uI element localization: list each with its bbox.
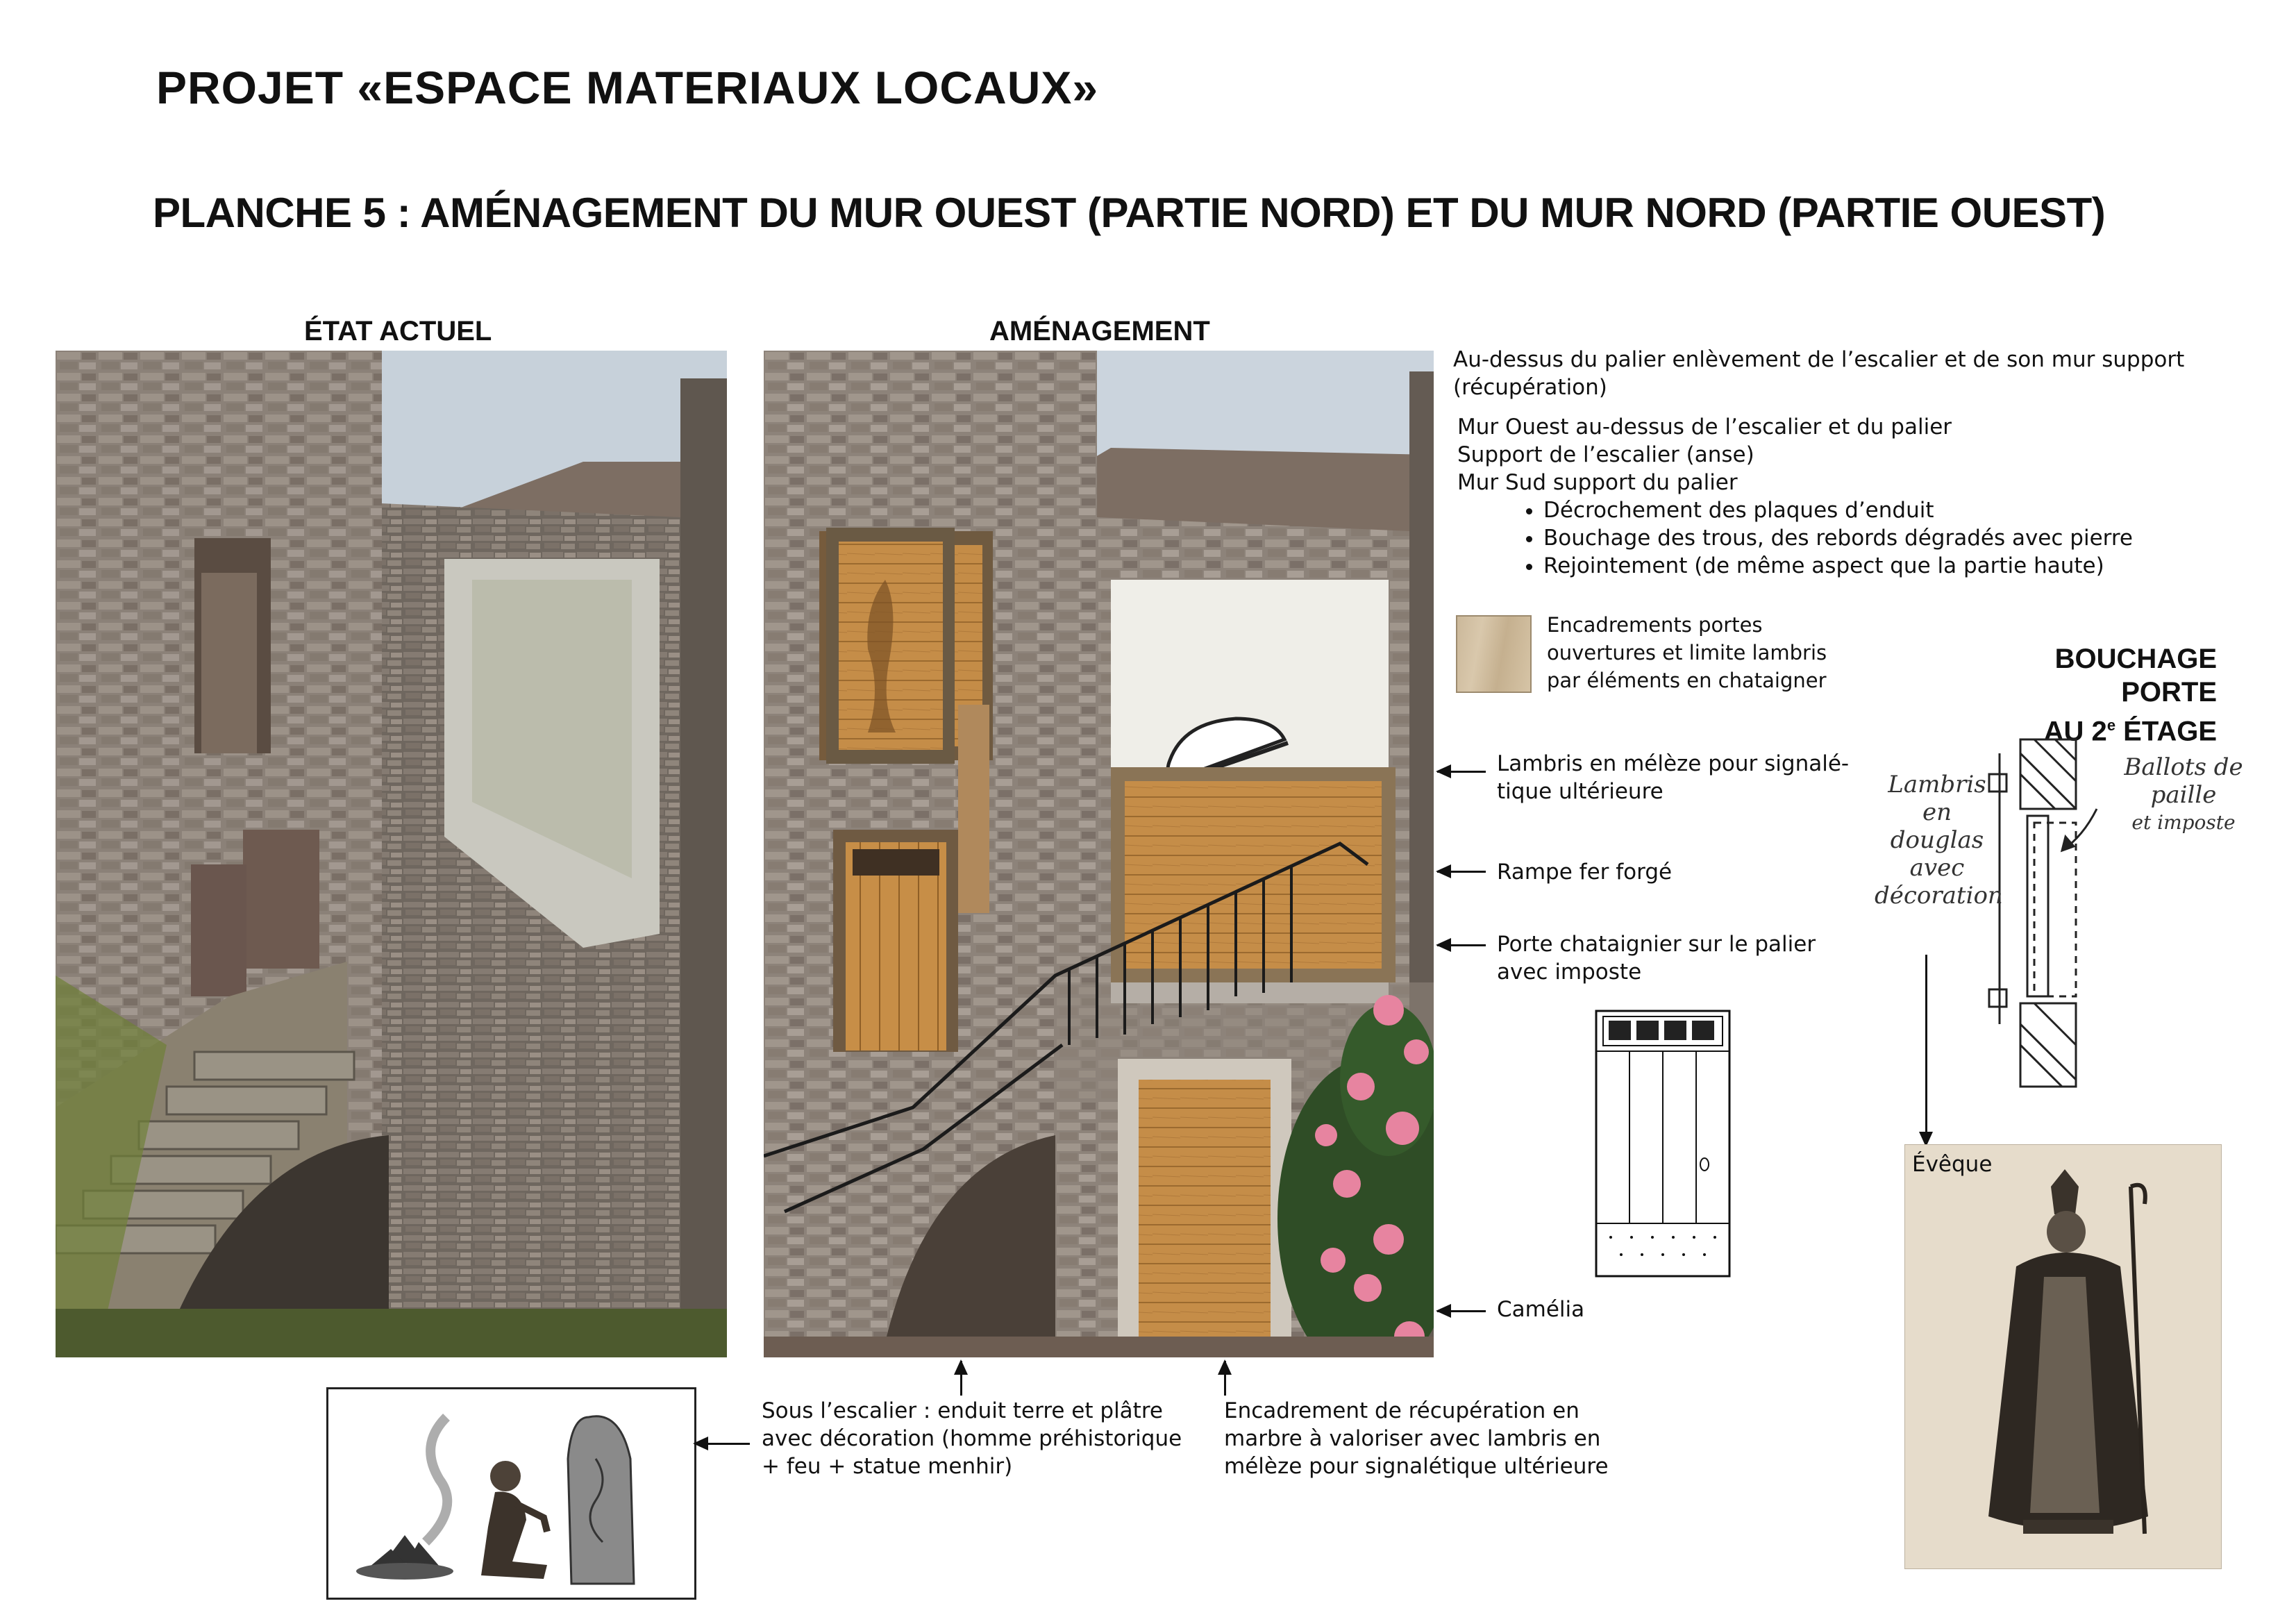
chestnut-swatch [1456, 615, 1532, 693]
photo-current-state [56, 351, 727, 1357]
planned-drawing [764, 351, 1434, 1357]
arrow-up-icon [1224, 1361, 1226, 1396]
photo-planned [764, 351, 1434, 1357]
swatch-label-line: Encadrements portes [1547, 613, 1763, 637]
sketch-right-label [2104, 753, 2263, 837]
note-porte-line: Porte chataignier sur le palier [1497, 932, 1816, 957]
note-encadrement-line: Encadrement de récupération en [1224, 1398, 1579, 1423]
sketch-word: en [1922, 798, 1952, 826]
note-rampe: Rampe fer forgé [1497, 860, 1673, 885]
note-encadrement-line: mélèze pour signalétique ultérieure [1224, 1454, 1609, 1479]
work-item: • Bouchage des trous, des rebords dégradés avec pierre [1543, 524, 2256, 552]
door-title-sup: e [2106, 717, 2116, 734]
note-removal [1453, 346, 2252, 401]
note-lambris [1497, 750, 1849, 805]
sketch-word: Ballots de [2124, 753, 2243, 781]
prehistoric-decoration-box [326, 1387, 696, 1600]
note-encadrement-line: marbre à valoriser avec lambris en [1224, 1426, 1601, 1451]
note-encadrement [1224, 1397, 1609, 1480]
work-item: • Rejointement (de même aspect que la partie haute) [1543, 552, 2256, 580]
arrow-up-icon [960, 1361, 962, 1396]
swatch-label [1547, 611, 1827, 694]
note-sous-escalier-line: avec décoration (homme préhistorique [762, 1426, 1182, 1451]
door-elevation-drawing [1593, 1008, 1732, 1279]
wall-works-list [1457, 496, 2256, 580]
caption-planned: AMÉNAGEMENT [989, 316, 1210, 346]
swatch-label-line: ouvertures et limite lambris [1547, 641, 1827, 664]
caption-current-state: ÉTAT ACTUEL [304, 316, 492, 346]
door-title-line1: BOUCHAGE PORTE [2054, 644, 2217, 708]
bishop-drawing [1905, 1145, 2221, 1568]
arrow-line [1925, 955, 1927, 1135]
wall-item: Support de l’escalier (anse) [1457, 442, 1754, 467]
current-state-drawing [56, 351, 727, 1357]
sketch-word: paille [2150, 781, 2217, 809]
note-walls [1457, 413, 2256, 580]
sketch-word: douglas [1890, 826, 1984, 854]
door-title-part: ÉTAGE [2115, 716, 2217, 747]
note-porte [1497, 930, 1816, 986]
note-lambris-line: tique ultérieure [1497, 779, 1664, 804]
page-subtitle: PLANCHE 5 : AMÉNAGEMENT DU MUR OUEST (PARTIE NORD) ET DU MUR NORD (PARTIE OUEST) [153, 190, 2106, 236]
note-porte-line: avec imposte [1497, 960, 1642, 985]
bishop-label: Évêque [1912, 1152, 1993, 1177]
note-removal-line2: (récupération) [1453, 375, 1607, 400]
note-sous-escalier [762, 1397, 1182, 1480]
note-lambris-line: Lambris en mélèze pour signalé- [1497, 751, 1850, 776]
wall-item: Mur Sud support du palier [1457, 470, 1738, 495]
work-item: • Décrochement des plaques d’enduit [1543, 496, 2256, 524]
wall-item: Mur Ouest au-dessus de l’escalier et du palier [1457, 415, 1952, 440]
arrow-left-icon [1437, 771, 1486, 773]
arrow-left-icon [1437, 944, 1486, 946]
arrow-left-icon [1437, 871, 1486, 873]
door-elevation-sketch [1593, 1008, 1732, 1279]
note-sous-escalier-line: Sous l’escalier : enduit terre et plâtre [762, 1398, 1163, 1423]
sketch-left-label [1875, 771, 2003, 910]
arrow-left-icon [1437, 1310, 1486, 1312]
bishop-engraving [1904, 1144, 2222, 1569]
sketch-word: avec [1909, 854, 1965, 882]
note-camelia: Camélia [1497, 1297, 1585, 1322]
sketch-word: et imposte [2131, 811, 2236, 834]
sketch-word: décoration [1875, 882, 2003, 910]
note-removal-line1: Au-dessus du palier enlèvement de l’escalier et de son mur support [1453, 347, 2185, 372]
prehistoric-decoration-drawing [328, 1389, 694, 1598]
arrow-left-icon [694, 1443, 750, 1445]
swatch-label-line: par éléments en chataigner [1547, 669, 1827, 692]
note-sous-escalier-line: + feu + statue menhir) [762, 1454, 1013, 1479]
door-title-part: AU 2 [2043, 716, 2107, 747]
sketch-word: Lambris [1888, 771, 1986, 798]
page-title: PROJET «ESPACE MATERIAUX LOCAUX» [156, 62, 1099, 113]
